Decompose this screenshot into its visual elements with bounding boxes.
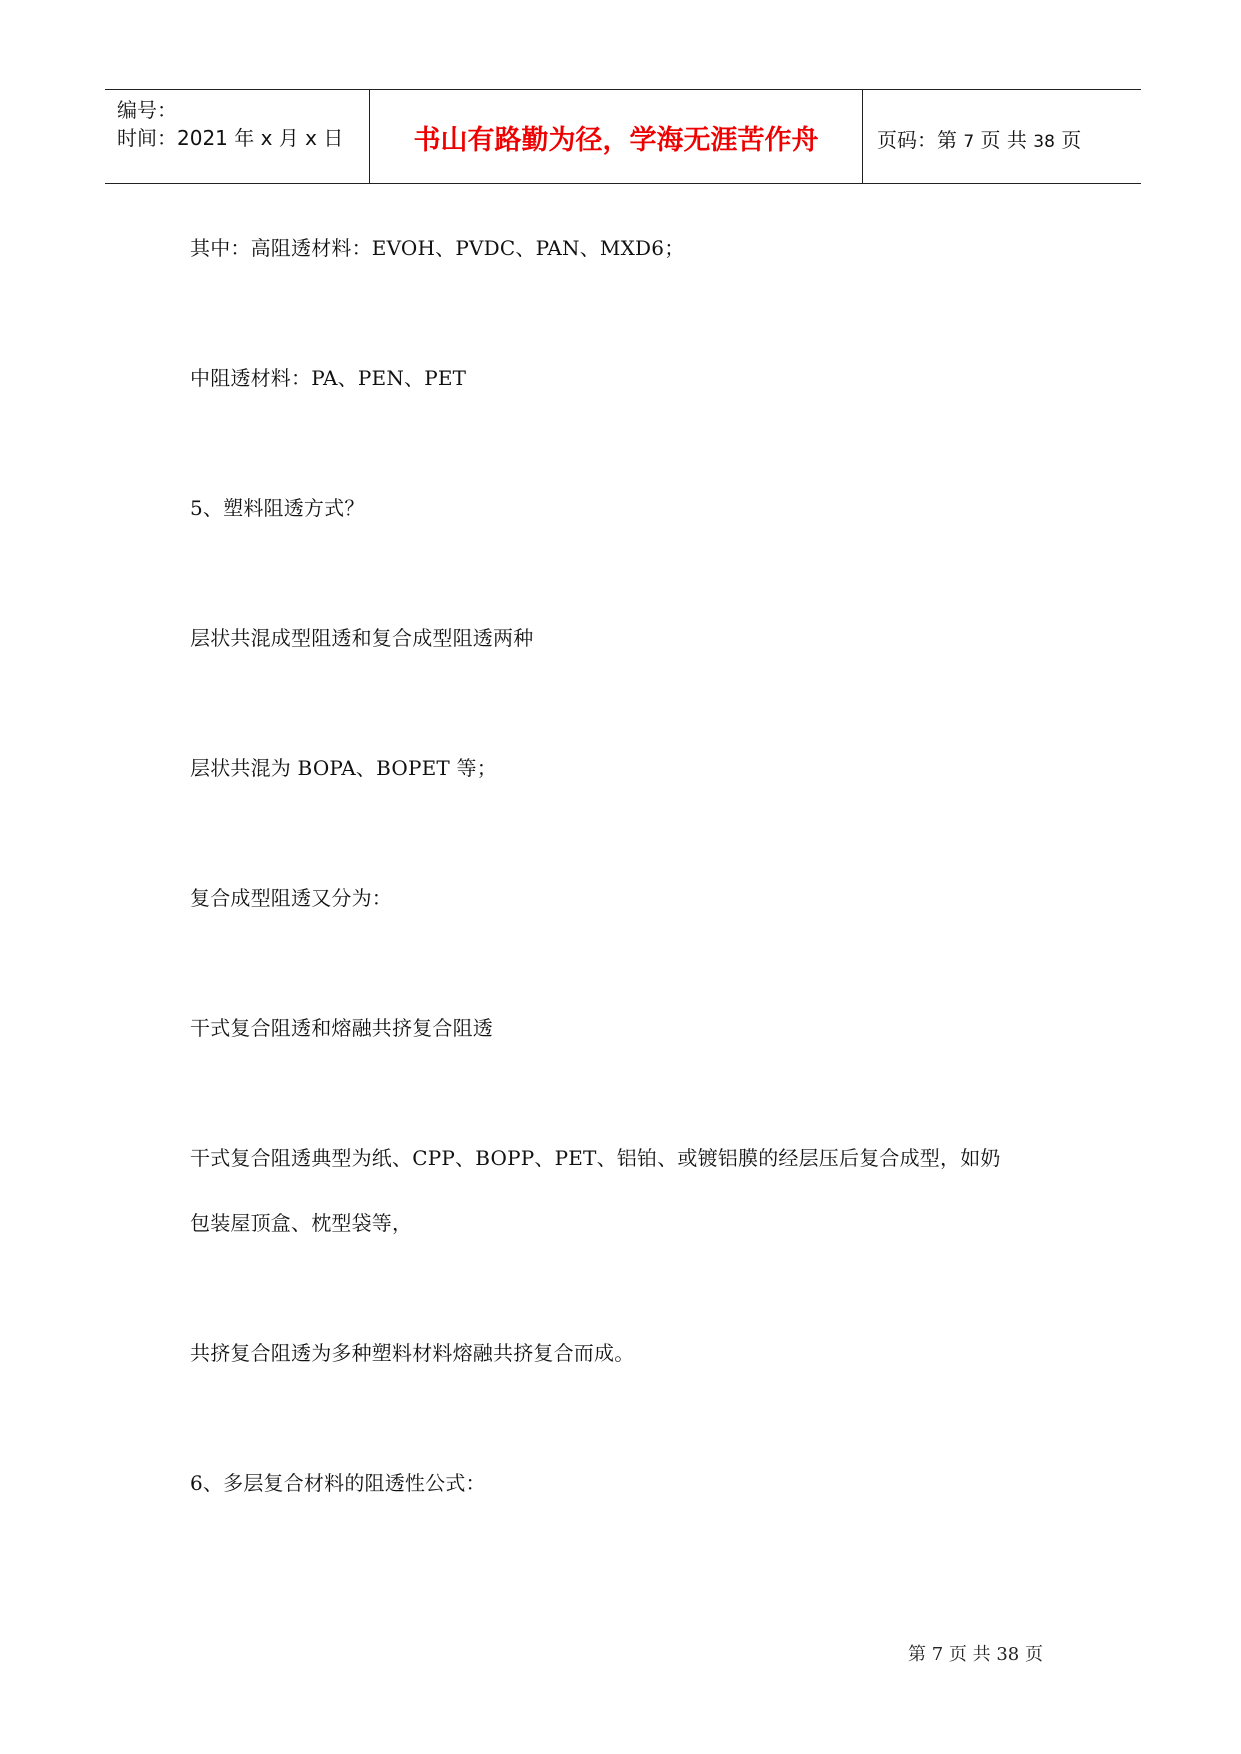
paragraph: 层状共混为 BOPA、BOPET 等； bbox=[190, 756, 497, 780]
document-number-label: 编号： bbox=[117, 98, 177, 122]
paragraph: 其中：高阻透材料：EVOH、PVDC、PAN、MXD6； bbox=[190, 236, 685, 260]
paragraph: 包装屋顶盒、枕型袋等， bbox=[190, 1211, 413, 1235]
paragraph: 共挤复合阻透为多种塑料材料熔融共挤复合而成。 bbox=[190, 1341, 635, 1365]
document-header bbox=[105, 89, 1141, 184]
paragraph: 6、多层复合材料的阻透性公式： bbox=[190, 1471, 486, 1495]
document-date: 时间：2021 年 x 月 x 日 bbox=[117, 126, 344, 150]
paragraph: 干式复合阻透和熔融共挤复合阻透 bbox=[190, 1016, 493, 1040]
paragraph: 5、塑料阻透方式？ bbox=[190, 496, 365, 520]
paragraph: 中阻透材料：PA、PEN、PET bbox=[190, 366, 467, 390]
page-prefix: 页码：第 bbox=[877, 128, 964, 152]
header-motto: 书山有路勤为径，学海无涯苦作舟 bbox=[413, 125, 819, 156]
paragraph: 层状共混成型阻透和复合成型阻透两种 bbox=[190, 626, 534, 650]
paragraph: 复合成型阻透又分为： bbox=[190, 886, 392, 910]
paragraph: 干式复合阻透典型为纸、CPP、BOPP、PET、铝铂、或镀铝膜的经层压后复合成型，如奶 bbox=[190, 1146, 1001, 1170]
header-meta-cell bbox=[105, 90, 370, 183]
header-page-info bbox=[877, 124, 1081, 153]
page-total: 38 bbox=[1033, 132, 1055, 152]
header-page-cell bbox=[863, 90, 1141, 183]
page-suffix: 页 bbox=[1054, 128, 1082, 152]
header-motto-cell bbox=[370, 90, 863, 183]
page-footer: 第 7 页 共 38 页 bbox=[908, 1644, 1043, 1665]
page-middle: 页 共 bbox=[974, 128, 1034, 152]
page-current: 7 bbox=[963, 132, 975, 152]
